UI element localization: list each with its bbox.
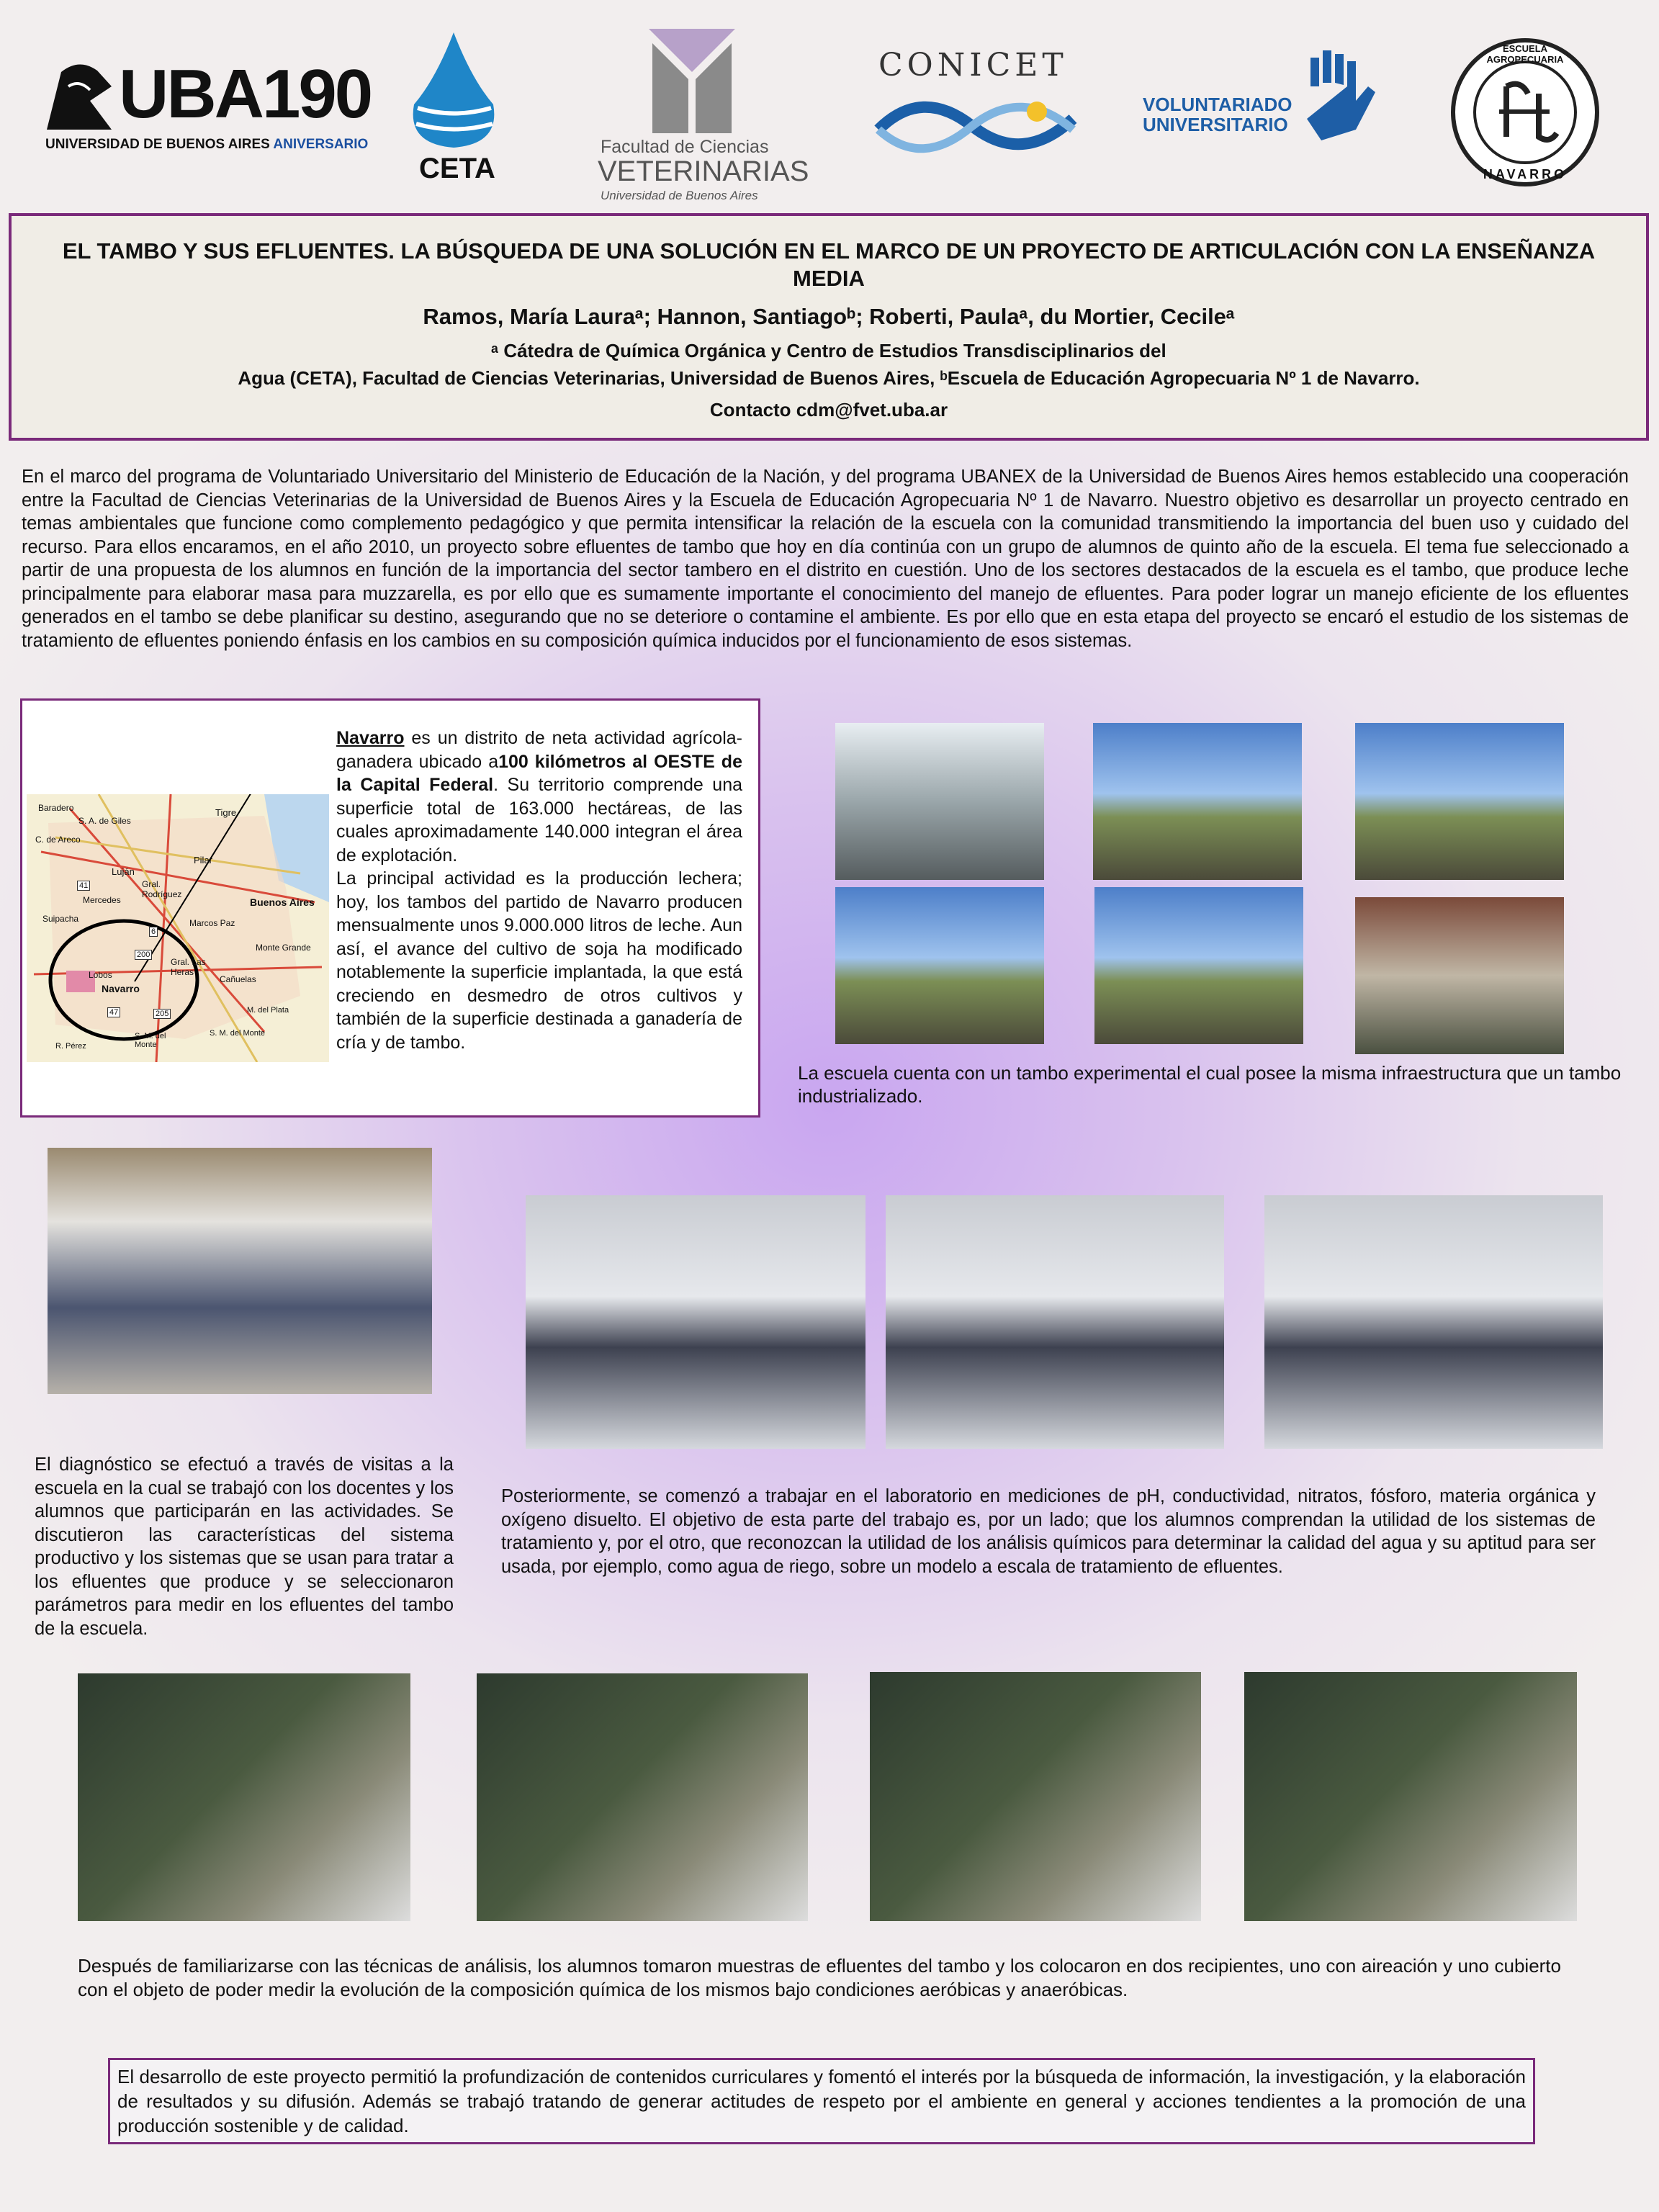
muestras-caption: Después de familiarizarse con las técnicas de análisis, los alumnos tomaron muestras de efluentes del tambo y los colocaron en dos recipientes, uno con aireación y uno cubierto con el objeto de poder medir la evolución de la composición química de los mismos bajo condiciones aeróbicas y anaeróbicas. bbox=[78, 1955, 1561, 2000]
contact: Contacto cdm@fvet.uba.ar bbox=[709, 399, 948, 421]
voluntariado-line2: UNIVERSITARIO bbox=[1143, 114, 1288, 135]
fvet-line2: VETERINARIAS bbox=[598, 156, 809, 187]
hand-icon bbox=[1300, 50, 1379, 144]
uba-subtitle: UNIVERSIDAD DE BUENOS AIRES ANIVERSARIO bbox=[45, 137, 369, 152]
affiliation bbox=[12, 337, 1646, 392]
map-label-rperez: R. Pérez bbox=[55, 1042, 86, 1051]
ceta-label: CETA bbox=[419, 153, 495, 184]
map-label-lujan: Luján bbox=[112, 866, 135, 877]
map-route-47: 47 bbox=[107, 1007, 120, 1017]
photo-lab-2 bbox=[886, 1195, 1224, 1449]
diagnostico-caption: El diagnóstico se efectuó a través de visitas a la escuela en la cual se trabajó con los docentes y los alumnos que participarán en las actividades. Se discutieron las características del sistema productivo y los sistemas que se usan para tratar a los efluentes que produce y se seleccionaron parámetros para medir en los efluentes del tambo de la escuela. bbox=[35, 1455, 454, 1639]
map-route-6: 6 bbox=[149, 927, 158, 937]
map-label-tigre: Tigre bbox=[215, 807, 237, 818]
map-label-monte-grande: Monte Grande bbox=[256, 943, 311, 953]
laboratorio-caption: Posteriormente, se comenzó a trabajar en el laboratorio en mediciones de pH, conductividad, nitratos, fósforo, materia orgánica y oxígeno disuelto. El objetivo de esta parte del trabajo es, por un lado; que los alumnos comprendan la utilidad de los sistemas de tratamiento y, por el otro, que reconozcan la utilidad de los análisis químicos para determinar la calidad del agua y su aptitud para ser usada, por ejemplo, como agua de riego, sobre un modelo a escala de tratamiento de efluentes. bbox=[501, 1486, 1596, 1577]
photo-lab-1 bbox=[526, 1195, 866, 1449]
map-route-41: 41 bbox=[77, 881, 90, 891]
uba-head-icon bbox=[40, 58, 119, 137]
map-label-mercedes: Mercedes bbox=[83, 895, 121, 905]
navarro-map bbox=[27, 794, 329, 1062]
authors: Ramos, María Lauraᵃ; Hannon, Santiagoᵇ; Roberti, Paulaᵃ, du Mortier, Cecileᵃ bbox=[423, 304, 1235, 329]
poster-title: EL TAMBO Y SUS EFLUENTES. LA BÚSQUEDA DE UNA SOLUCIÓN EN EL MARCO DE UN PROYECTO DE ARTICULACIÓN CON LA ENSEÑANZA MEDIA bbox=[62, 238, 1596, 291]
conicet-wordmark: CONICET bbox=[878, 47, 1068, 84]
photo-sample-4 bbox=[1244, 1672, 1577, 1921]
navarro-text-1: es un distrito de neta actividad agrícola-ganadera ubicado a bbox=[336, 728, 742, 772]
map-label-las-heras: Gral. Las Heras bbox=[171, 957, 206, 977]
navarro-paragraph-2: La principal actividad es la producción lechera; hoy, los tambos del partido de Navarro producen mensualmente unos 9.000.000 litros de leche. Aun así, el avance del cultivo de soja ha modificado notablemente la superficie implantada, la que está creciendo en desmedro de otros cultivos y también de la superficie destinada a ganadería de cría y de tambo. bbox=[336, 868, 742, 1053]
map-label-suipacha: Suipacha bbox=[42, 914, 79, 924]
map-label-smmonte: S. M. del Monte bbox=[135, 1032, 166, 1049]
fvet-y-icon bbox=[649, 29, 735, 133]
conclusion-text: El desarrollo de este proyecto permitió la profundización de contenidos curriculares y fomentó el interés por la búsqueda de información, la investigación, y la elaboración de resultados y su difusión. Además se trabajó tratando de generar actitudes de respeto por el ambiente en general y acciones tendientes a la promoción de una producción sostenible y de calidad. bbox=[117, 2066, 1526, 2136]
map-label-rodriguez: Gral. Rodríguez bbox=[142, 879, 182, 899]
photo-sample-1 bbox=[78, 1673, 410, 1921]
navarro-name: Navarro bbox=[336, 728, 405, 748]
logo-ceta bbox=[403, 29, 504, 191]
affiliation-line2: Agua (CETA), Facultad de Ciencias Veterinarias, Universidad de Buenos Aires, ᵇEscuela de Educación Agropecuaria Nº 1 de Navarro. bbox=[238, 367, 1420, 389]
photo-tambo-2 bbox=[1093, 723, 1302, 880]
logo-escuela bbox=[1449, 36, 1601, 189]
map-label-buenos-aires: Buenos Aires bbox=[250, 896, 315, 908]
fvet-line1: Facultad de Ciencias bbox=[601, 137, 769, 157]
logo-voluntariado bbox=[1141, 50, 1379, 151]
photo-tambo-3 bbox=[1355, 723, 1564, 880]
tambo-caption: La escuela cuenta con un tambo experimental el cual posee la misma infraestructura que un tambo industrializado. bbox=[798, 1062, 1622, 1107]
map-label-marcos-paz: Marcos Paz bbox=[189, 918, 235, 928]
map-route-200: 200 bbox=[135, 950, 152, 960]
map-label-canuelas: Cañuelas bbox=[220, 974, 256, 984]
navarro-box bbox=[20, 698, 760, 1118]
logo-conicet bbox=[871, 47, 1080, 162]
photo-tambo-4 bbox=[835, 887, 1044, 1044]
water-drop-icon bbox=[403, 29, 504, 151]
photo-tambo-5 bbox=[1094, 887, 1303, 1044]
voluntariado-line1: VOLUNTARIADO bbox=[1143, 94, 1292, 115]
affiliation-line1: ᵃ Cátedra de Química Orgánica y Centro de Estudios Transdisciplinarios del bbox=[491, 340, 1166, 361]
map-label-lobos: Lobos bbox=[89, 970, 112, 980]
title-box bbox=[9, 213, 1649, 441]
photo-tambo-6 bbox=[1355, 897, 1564, 1054]
photo-lab-3 bbox=[1264, 1195, 1603, 1449]
navarro-text-2: . Su territorio comprende una superficie total de 163.000 hectáreas, de las cuales aproximadamente 140.000 integran el área de explotación. bbox=[336, 775, 742, 866]
navarro-bold: 100 kilómetros al OESTE de la Capital Federal bbox=[336, 751, 742, 795]
logo-uba bbox=[40, 55, 372, 158]
conicet-ribbon-icon bbox=[871, 90, 1080, 162]
conclusion-box bbox=[108, 2058, 1535, 2144]
fvet-line3: Universidad de Buenos Aires bbox=[601, 189, 758, 202]
navarro-text bbox=[336, 727, 742, 1054]
map-label-baradero: Baradero bbox=[38, 803, 74, 813]
uba-wordmark: UBA190 bbox=[119, 55, 372, 132]
escuela-bottom-label: NAVARRO bbox=[1483, 167, 1568, 181]
logo-fvet bbox=[595, 29, 809, 209]
map-label-giles: S. A. de Giles bbox=[78, 816, 131, 826]
map-label-areco: C. de Areco bbox=[35, 835, 81, 845]
map-label-smmonte-2: S. M. del Monte bbox=[210, 1029, 266, 1038]
photo-tambo-1 bbox=[835, 723, 1044, 880]
escuela-top-label: ESCUELA AGROPECUARIA bbox=[1486, 43, 1564, 65]
intro-paragraph: En el marco del programa de Voluntariado Universitario del Ministerio de Educación de la Nación, y del programa UBANEX de la Universidad de Buenos Aires hemos establecido una cooperación entre la Facultad de Ciencias Veterinarias de la Universidad de Buenos Aires y la Escuela de Educación Agropecuaria Nº 1 de Navarro. Nuestro objetivo es desarrollar un proyecto centrado en temas ambientales que funcione como complemento pedagógico y que permita intensificar la relación de la escuela con la comunidad transmitiendo la importancia del buen uso y cuidado del recurso. Para ellos encaramos, en el año 2010, un proyecto sobre efluentes de tambo que hoy en día continúa con un grupo de alumnos de quinto año de la escuela. El tema fue seleccionado a partir de una propuesta de los alumnos en función de la importancia del sector tambero en el distrito en cuestión. Uno de los sectores destacados de la escuela es el tambo, que produce leche principalmente para elaborar masa para muzzarella, es por ello que es sumamente importante el conocimiento del manejo de efluentes. Para poder lograr un manejo eficiente de los efluentes generados en el tambo se debe planificar su destino, asegurando que no se deteriore o contamine el ambiente. Es por ello que en esta etapa del proyecto se encaró el estudio de los sistemas de tratamiento de efluentes poniendo énfasis en los cambios en su composición química inducidos por el funcionamiento de esos sistemas. bbox=[22, 467, 1629, 651]
map-route-205: 205 bbox=[153, 1009, 171, 1019]
photo-sample-3 bbox=[870, 1672, 1201, 1921]
photo-classroom bbox=[48, 1148, 432, 1394]
map-label-navarro: Navarro bbox=[102, 983, 140, 994]
map-label-mplata: M. del Plata bbox=[247, 1006, 289, 1015]
photo-sample-2 bbox=[477, 1673, 808, 1921]
map-label-pilar: Pilar bbox=[194, 855, 213, 866]
